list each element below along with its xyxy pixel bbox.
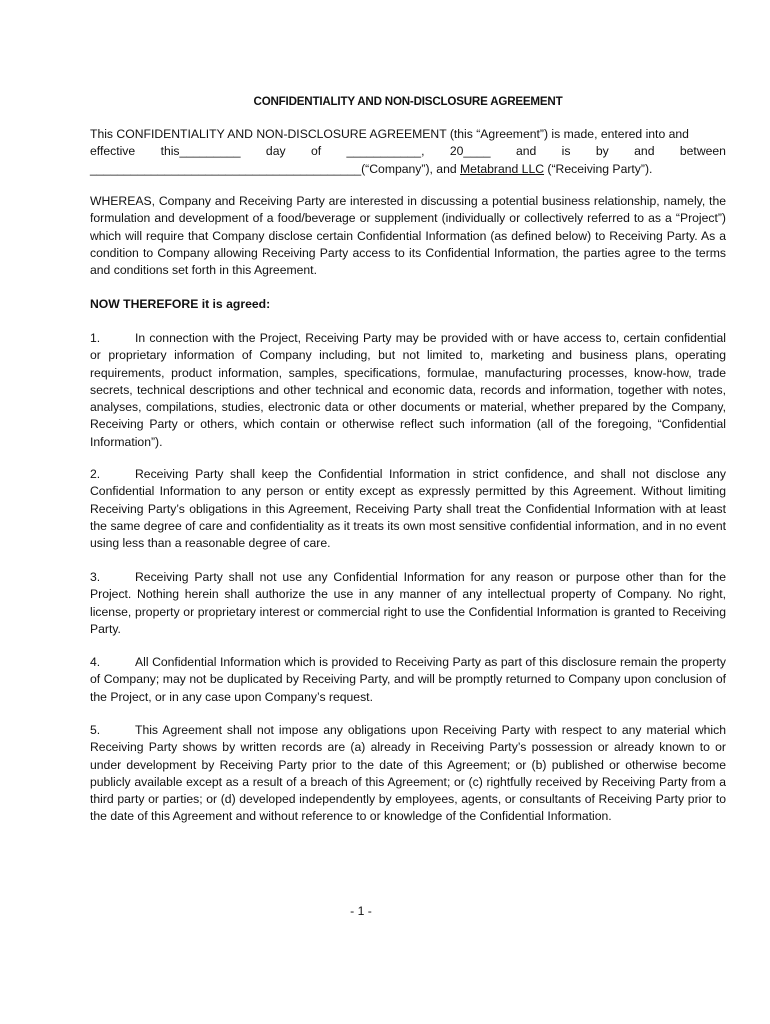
intro-word: by bbox=[595, 144, 609, 159]
clause-4 bbox=[90, 654, 726, 706]
intro-word: this_________ bbox=[160, 144, 241, 159]
clause-number: 5. bbox=[90, 723, 101, 737]
document-title: CONFIDENTIALITY AND NON-DISCLOSURE AGREEMENT bbox=[253, 95, 563, 108]
clause-number: 2. bbox=[90, 467, 101, 481]
intro-word: ___________, bbox=[346, 144, 425, 159]
intro-line-3 bbox=[90, 161, 726, 178]
intro-word: between bbox=[679, 144, 726, 159]
receiving-party-name: Metabrand LLC bbox=[460, 161, 545, 176]
intro-word: and bbox=[634, 144, 655, 159]
clause-text: All Confidential Information which is provided to Receiving Party as part of this disclosure remain the property of Company; may not be duplicated by Receiving Party, and will be promptly returned to Company upon conclusion of the Project, or in any case upon Company’s request. bbox=[90, 655, 726, 704]
intro-word: and bbox=[515, 144, 537, 159]
intro-word: is bbox=[561, 144, 571, 159]
intro-word: effective bbox=[90, 144, 136, 159]
clause-number: 4. bbox=[90, 655, 101, 669]
clause-number: 1. bbox=[90, 331, 101, 345]
now-therefore-heading: NOW THEREFORE it is agreed: bbox=[90, 297, 271, 311]
receiving-party-label: (“Receiving Party”). bbox=[544, 161, 653, 176]
clause-text: In connection with the Project, Receiving Party may be provided with or have access to, certain confidential or proprietary information of Company including, but not limited to, marketing and business plans, operating requirements, product information, samples, specifications, formulae, manufacturing processes, know-how, trade secrets, technical descriptions and other technical and economic data, records and information, together with notes, analyses, compilations, studies, electronic data or other documents or material, whether prepared by the Company, Receiving Party or others, which contain or otherwise reflect such information (all of the foregoing, “Confidential Information”). bbox=[90, 331, 726, 449]
clause-text: Receiving Party shall not use any Confidential Information for any reason or purpose other than for the Project. Nothing herein shall authorize the use in any manner of any intellectual property of Company. No right, license, property or proprietary interest or commercial right to use the Confidential Information is granted to Receiving Party. bbox=[90, 570, 726, 636]
page-number: - 1 - bbox=[350, 904, 372, 918]
clause-2 bbox=[90, 466, 726, 552]
clause-5 bbox=[90, 722, 726, 826]
clause-text: This Agreement shall not impose any obligations upon Receiving Party with respect to any material which Receiving Party shows by written records are (a) already in Receiving Party’s possession or already known to or under development by Receiving Party prior to the date of this Agreement; or (b) published or otherwise become publicly available except as a result of a breach of this Agreement; or (c) rightfully received by Receiving Party from a third party or parties; or (d) developed independently by employees, agents, or consultants of Receiving Party prior to the date of this Agreement and without reference to or knowledge of the Confidential Information. bbox=[90, 723, 726, 824]
intro-word: 20____ bbox=[449, 144, 491, 159]
intro-line-2 bbox=[90, 143, 726, 160]
clause-3 bbox=[90, 569, 726, 638]
intro-line-1: This CONFIDENTIALITY AND NON-DISCLOSURE AGREEMENT (this “Agreement”) is made, entered into and bbox=[90, 127, 689, 141]
intro-word: of bbox=[310, 144, 322, 159]
company-blank: ________________________________________(“Company”), and bbox=[90, 161, 461, 176]
intro-paragraph bbox=[90, 126, 726, 178]
intro-word: day bbox=[265, 144, 286, 159]
clause-text: Receiving Party shall keep the Confidential Information in strict confidence, and shall not disclose any Confidential Information to any person or entity except as expressly permitted by this Agreement. Without limiting Receiving Party’s obligations in this Agreement, Receiving Party shall treat the Confidential Information with at least the same degree of care and confidentiality as it treats its own most sensitive confidential information, and in no event using less than a reasonable degree of care. bbox=[90, 467, 726, 551]
whereas-paragraph: WHEREAS, Company and Receiving Party are interested in discussing a potential business relationship, namely, the formulation and development of a food/beverage or supplement (individually or collectively referred to as a “Project”) which will require that Company disclose certain Confidential Information (as defined below) to Receiving Party. As a condition to Company allowing Receiving Party access to its Confidential Information, the parties agree to the terms and conditions set forth in this Agreement. bbox=[90, 194, 726, 278]
clause-1 bbox=[90, 330, 726, 451]
clause-number: 3. bbox=[90, 570, 101, 584]
